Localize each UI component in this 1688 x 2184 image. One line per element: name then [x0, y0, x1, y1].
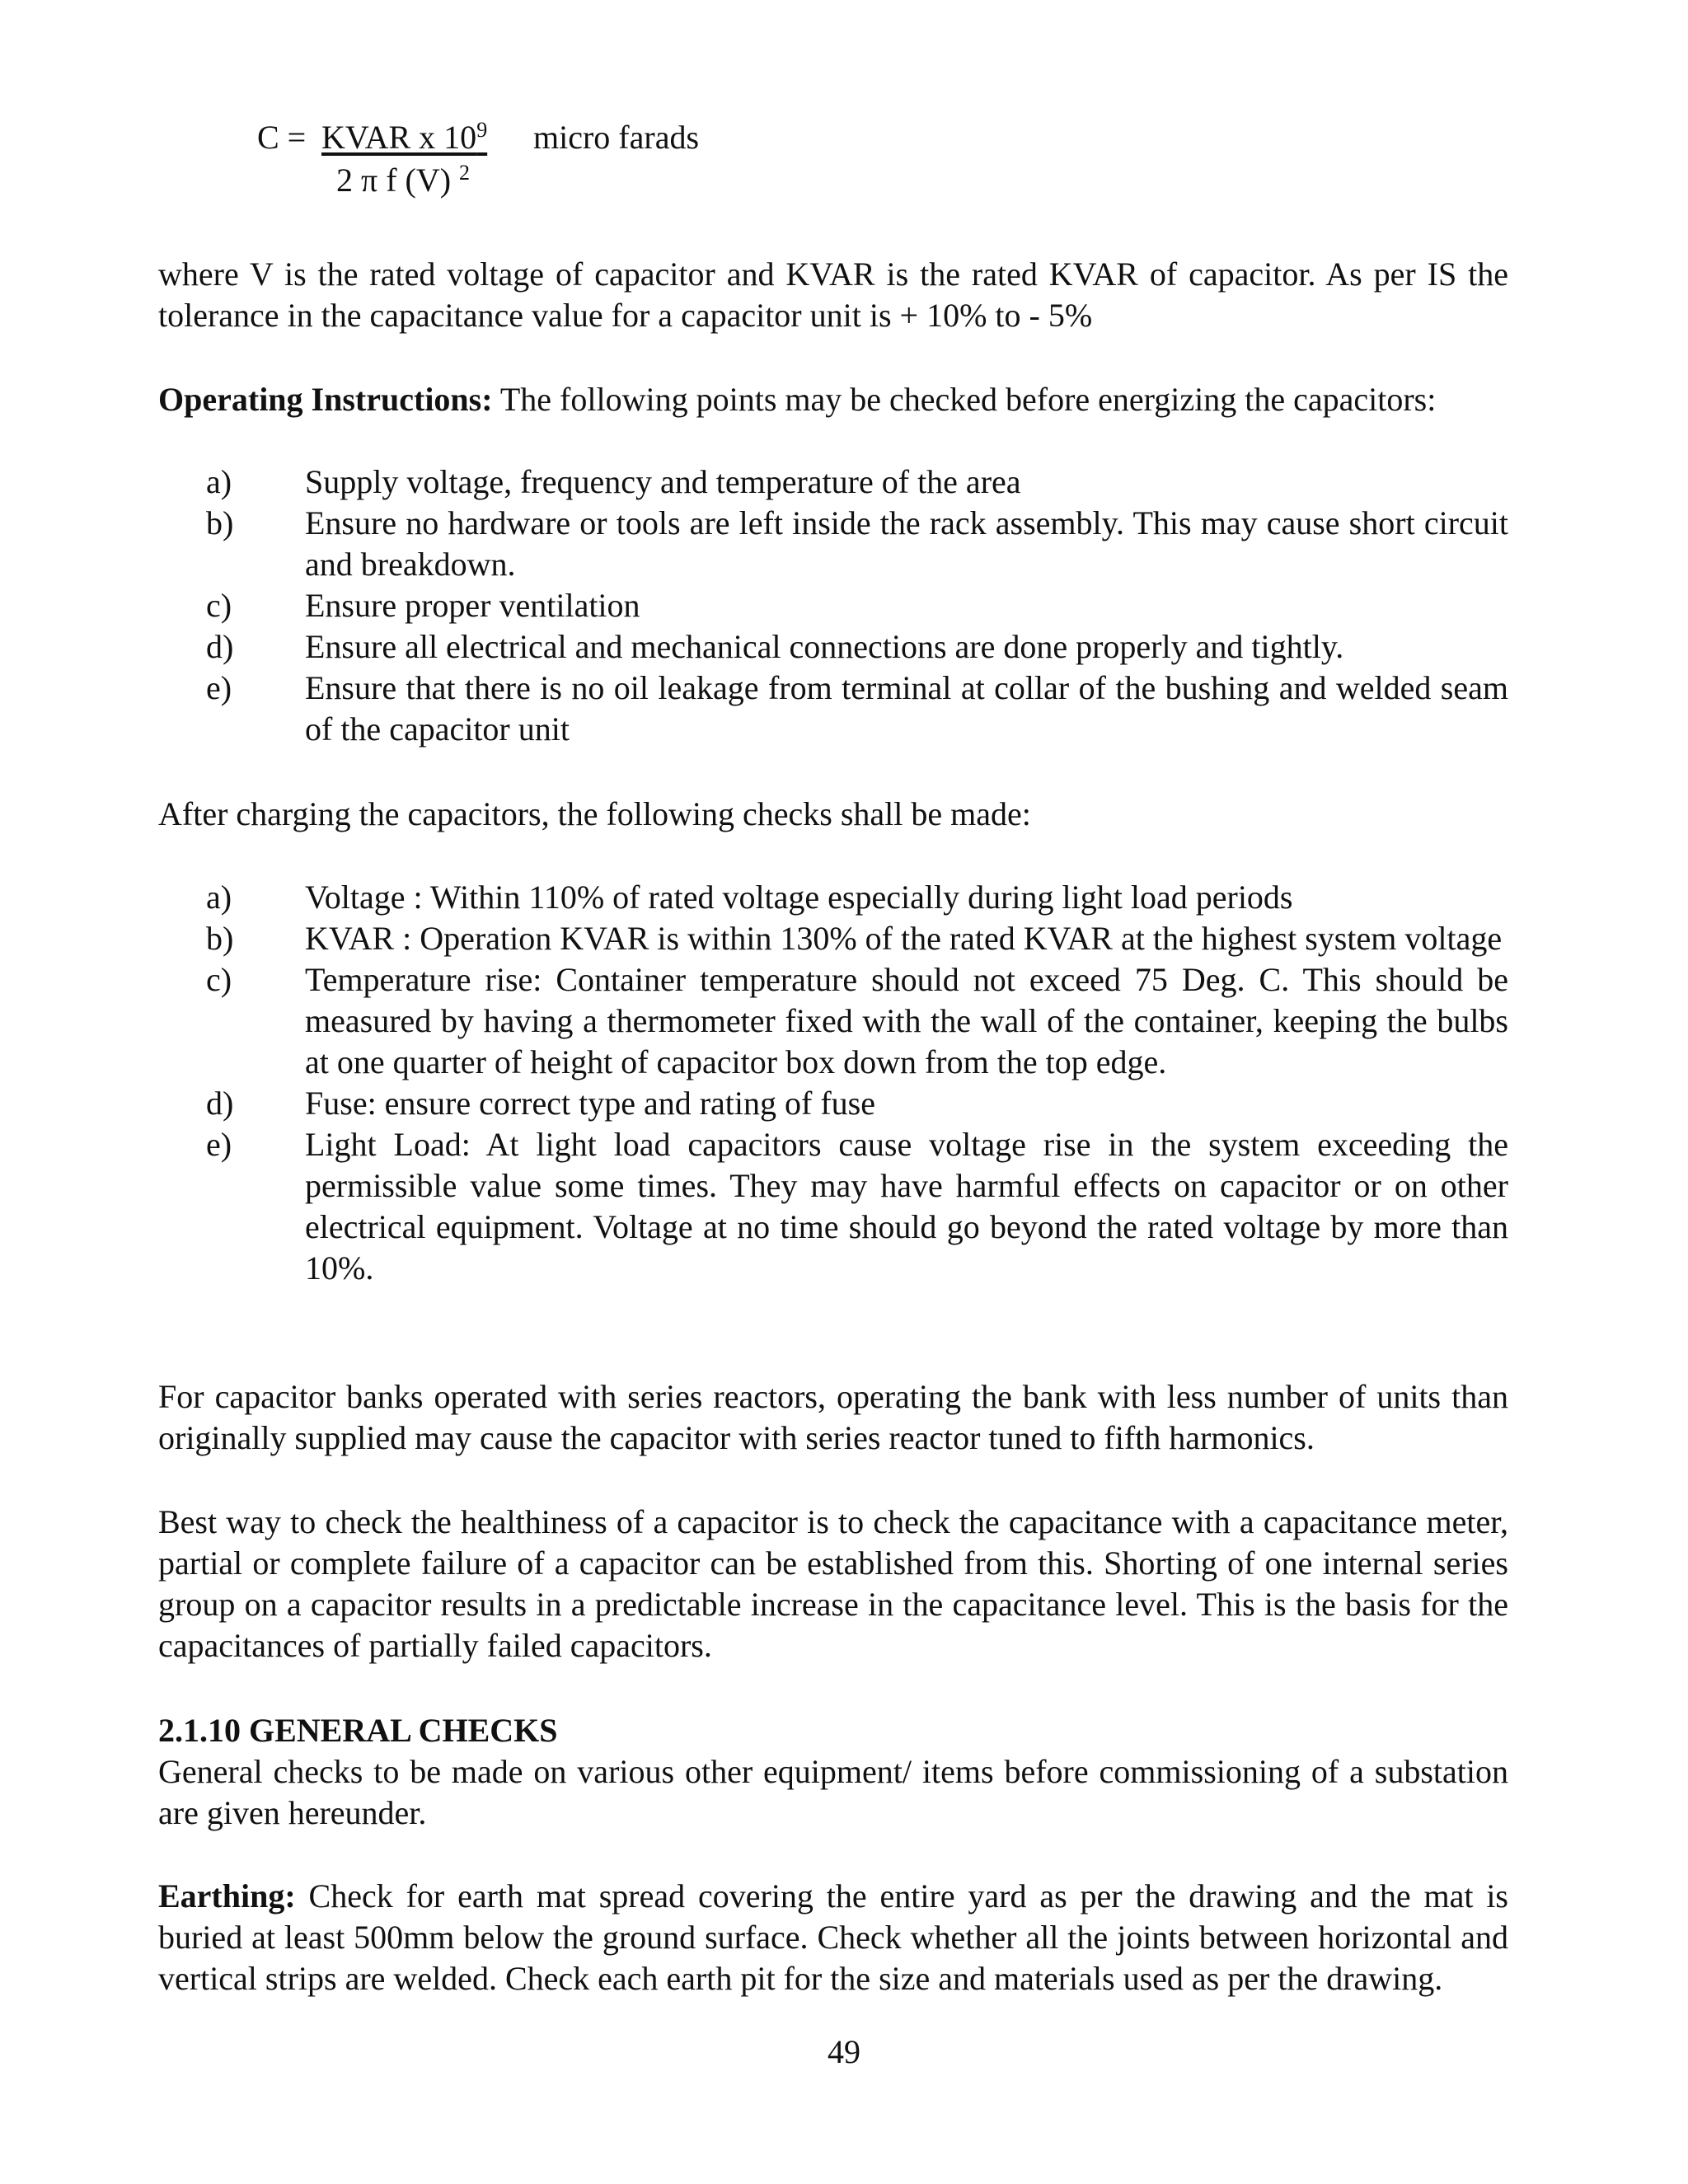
capacitor-health-paragraph: Best way to check the healthiness of a capacitor is to check the capacitance with a capacitance meter, partial or complete failure of a capacitor can be established from this. Shorting of one internal series group on a capacitor results in a predictable increase in the capacitance level. This is the basis for the capacitances of partially failed capacitors.	[158, 1503, 1508, 1664]
series-reactor-paragraph: For capacitor banks operated with series reactors, operating the bank with less number of units than originally supplied may cause the capacitor with series reactor tuned to fifth harmonics.	[158, 1378, 1508, 1456]
list-item	[158, 959, 1508, 1083]
list-item	[158, 1124, 1508, 1289]
formula-denominator	[336, 160, 470, 201]
earthing-label: Earthing:	[158, 1877, 296, 1915]
list-item-text: Ensure all electrical and mechanical connections are done properly and tightly.	[305, 628, 1344, 665]
list-marker: c)	[206, 961, 232, 998]
post-charging-checklist	[158, 877, 1508, 1289]
list-item-text: Ensure no hardware or tools are left inside the rack assembly. This may cause short circuit and breakdown.	[305, 504, 1508, 583]
list-item-text: Ensure that there is no oil leakage from terminal at collar of the bushing and welded seam of the capacitor unit	[305, 669, 1508, 748]
list-item-text: Ensure proper ventilation	[305, 587, 640, 624]
operating-instructions-text: The following points may be checked before energizing the capacitors:	[492, 381, 1437, 418]
formula-unit: micro farads	[533, 119, 700, 156]
list-item	[158, 1083, 1508, 1124]
list-item	[158, 877, 1508, 918]
formula-numerator-exponent: 9	[476, 118, 488, 142]
list-item	[158, 918, 1508, 959]
formula-denominator-text: 2 π f (V)	[336, 162, 452, 199]
formula-numerator	[321, 117, 487, 158]
list-marker: e)	[206, 669, 232, 706]
list-marker: a)	[206, 879, 232, 916]
list-item-text: Fuse: ensure correct type and rating of fuse	[305, 1085, 875, 1122]
formula-lhs: C =	[257, 119, 307, 156]
list-item-text: Supply voltage, frequency and temperature of the area	[305, 463, 1021, 500]
pre-energizing-checklist	[158, 462, 1508, 750]
list-marker: c)	[206, 587, 232, 624]
list-item	[158, 503, 1508, 585]
page-number: 49	[828, 2033, 860, 2070]
list-item-text: KVAR : Operation KVAR is within 130% of the rated KVAR at the highest system voltage	[305, 920, 1503, 957]
list-marker: d)	[206, 1085, 234, 1122]
list-marker: b)	[206, 504, 234, 541]
general-checks-paragraph: General checks to be made on various other equipment/ items before commissioning of a substation are given hereunder.	[158, 1753, 1508, 1831]
list-marker: d)	[206, 628, 234, 665]
formula-denominator-exponent: 2	[459, 161, 471, 185]
operating-instructions-label: Operating Instructions:	[158, 381, 493, 418]
list-item	[158, 626, 1508, 668]
earthing-text: Check for earth mat spread covering the entire yard as per the drawing and the mat is buried at least 500mm below the ground surface. Check whether all the joints between horizontal and vertical strips are welded. Check each earth pit for the size and materials used as per the drawing.	[158, 1877, 1508, 1997]
capacitance-tolerance-paragraph: where V is the rated voltage of capacitor and KVAR is the rated KVAR of capacitor. As per IS the tolerance in the capacitance value for a capacitor unit is + 10% to - 5%	[158, 255, 1508, 334]
list-item-text: Light Load: At light load capacitors cause voltage rise in the system exceeding the permissible value some times. They may have harmful effects on capacitor or on other electrical equipment. Voltage at no time should go beyond the rated voltage by more than 10%.	[305, 1126, 1508, 1286]
list-item-text: Temperature rise: Container temperature should not exceed 75 Deg. C. This should be measured by having a thermometer fixed with the wall of the container, keeping the bulbs at one quarter of height of capacitor box down from the top edge.	[305, 961, 1508, 1080]
earthing-paragraph	[158, 1876, 1508, 1999]
list-marker: a)	[206, 463, 232, 500]
list-item	[158, 462, 1508, 503]
section-heading: 2.1.10 GENERAL CHECKS	[158, 1712, 558, 1749]
post-charging-intro: After charging the capacitors, the following checks shall be made:	[158, 795, 1031, 832]
formula-numerator-text: KVAR x 10	[321, 119, 477, 156]
operating-instructions-paragraph	[158, 379, 1508, 420]
list-item	[158, 585, 1508, 626]
list-marker: e)	[206, 1126, 232, 1163]
list-marker: b)	[206, 920, 234, 957]
list-item	[158, 668, 1508, 750]
list-item-text: Voltage : Within 110% of rated voltage especially during light load periods	[305, 879, 1293, 916]
capacitance-formula	[257, 117, 834, 216]
